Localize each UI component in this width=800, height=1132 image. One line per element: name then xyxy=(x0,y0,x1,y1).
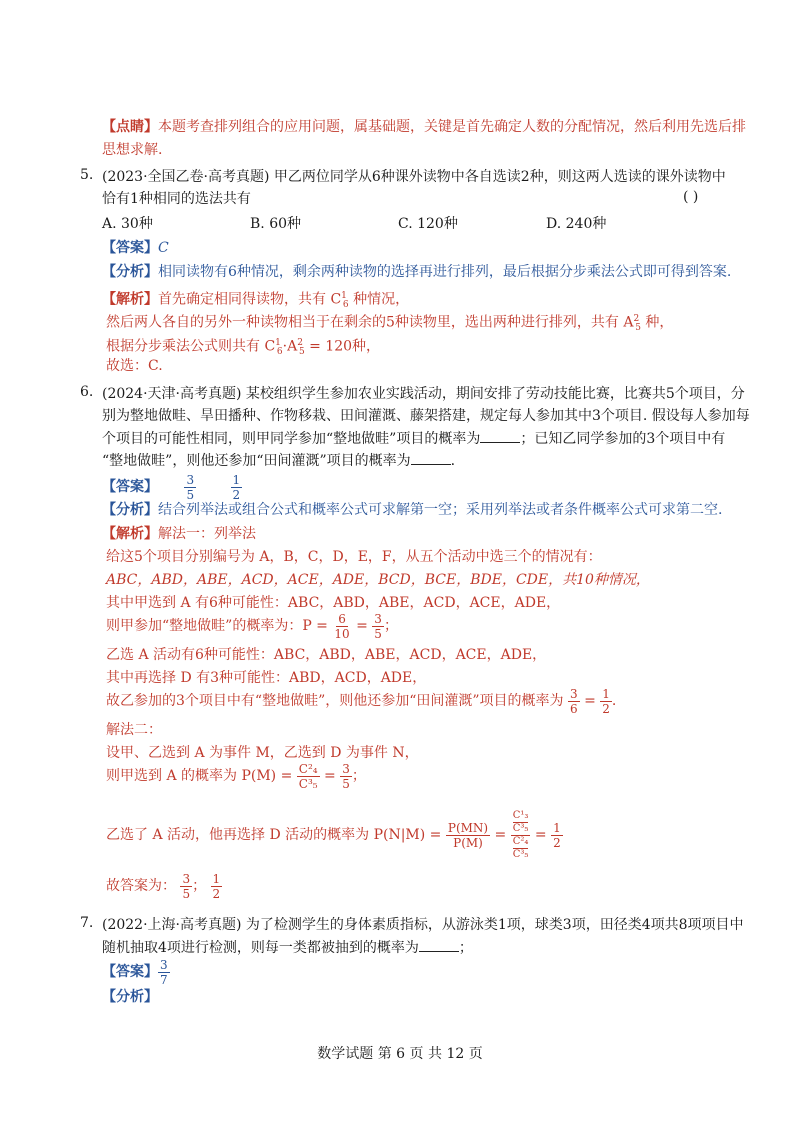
q6-answer-fraction-1 xyxy=(184,473,196,502)
q5-sol3-b: ·A xyxy=(282,338,298,355)
q5-sol3-sub1: 6 xyxy=(276,347,283,358)
sub-den: C³₅ xyxy=(512,848,529,860)
q5-sol3-end: = 120种， xyxy=(304,338,381,355)
q6-line-l7: 故乙参加的3个项目中有“整地做畦”，则他还参加“田间灌溉”项目的概率为 $\frac{3}{6}$ = $\frac{1}{2}$ . xyxy=(106,686,617,716)
q6-l4-end: ； xyxy=(383,618,398,634)
frac-den: 6 xyxy=(570,701,578,716)
q6-line-l6: 其中再选择 D 有3种可能性：ABD，ACD，ADE， xyxy=(106,670,427,686)
q6-line-l2: ABC，ABD，ABE，ACD，ACE，ADE，BCD，BCE，BDE，CDE，共10种情况， xyxy=(106,572,650,588)
q6-l7a: 故乙参加的3个项目中有“整地做畦”，则他还参加“田间灌溉”项目的概率为 xyxy=(106,693,564,709)
q5-sol2-sub: 5 xyxy=(635,323,641,334)
frac-den: 7 xyxy=(160,972,168,987)
q5-analysis-line xyxy=(102,262,731,282)
top-note-line1 xyxy=(102,117,746,137)
q5-answer-line xyxy=(102,238,169,258)
q5-solution-line4: 故选：C. xyxy=(106,358,163,374)
dianjing-tag: 【点睛】 xyxy=(102,119,158,135)
q5-answer-value: C xyxy=(158,240,169,256)
q6-stem4a: “整地做畦”，则他还参加“田间灌溉”项目的概率为 xyxy=(102,453,411,469)
q6-line-l5: 乙选 A 活动有6种可能性：ABC，ABD，ABE，ACD，ACE，ADE， xyxy=(106,647,547,663)
frac-num: 3 xyxy=(160,957,168,972)
frac-den xyxy=(511,836,531,861)
question-5-stem-line1: (2023·全国乙卷·高考真题) 甲乙两位同学从6种课外读物中各自选读2种，则这两人选读的课外读物中 xyxy=(102,169,726,185)
frac-den: C³₅ xyxy=(298,776,318,791)
frac-num: 3 xyxy=(182,871,191,886)
q6-method2-title: 解法二： xyxy=(106,722,162,738)
q6-l7-frac2 xyxy=(600,687,612,716)
q5-sol3-sup2: 2 xyxy=(297,338,303,348)
frac-num: 3 xyxy=(374,611,382,626)
frac-den: 5 xyxy=(186,487,195,502)
q6-l4-frac2 xyxy=(372,612,384,641)
frac-den: 5 xyxy=(182,886,191,901)
question-5-answer-paren: ( ) xyxy=(683,189,699,205)
q7-analysis-line xyxy=(102,987,158,1007)
solution-tag: 【解析】 xyxy=(102,291,158,308)
choice-a: A. 30种 xyxy=(102,216,153,232)
q5-sol1-sup: 1 xyxy=(341,291,347,301)
question-6-stem-line4 xyxy=(102,450,455,471)
question-6-stem-line3 xyxy=(102,428,725,449)
question-7-stem-line1: (2022·上海·高考真题) 为了检测学生的身体素质指标，从游泳类1项，球类3项，田径类4项共8项项目中 xyxy=(102,917,744,933)
question-5-stem-line2: 恰有1种相同的选法共有 xyxy=(102,191,251,207)
q6-solution-line-method1 xyxy=(102,524,256,544)
choice-b: B. 60种 xyxy=(250,216,302,232)
q6-line-l9: 则甲选到 A 的概率为 P(M) = $\frac{\text{C²₄}}{\text{C³₅}}$ = $\frac{3}{5}$ ； xyxy=(106,761,366,791)
frac-num: 1 xyxy=(602,686,610,701)
q6-l10-frac3 xyxy=(551,821,563,850)
frac-num xyxy=(511,810,531,836)
q6-l11a: 故答案为： xyxy=(106,878,176,894)
q6-answer-line xyxy=(102,470,242,504)
answer-tag: 【答案】 xyxy=(102,964,158,980)
frac-num: P(MN) xyxy=(447,820,489,835)
q6-answer-fraction-2 xyxy=(231,473,243,502)
question-7-number: 7. xyxy=(80,915,94,931)
q6-line-l1: 给这5个项目分别编号为 A，B，C，D，E，F，从五个活动中选三个的情况有： xyxy=(106,549,602,565)
q5-sol1-end: 种情况， xyxy=(348,291,410,308)
q6-l9-frac2 xyxy=(340,762,352,791)
question-5-number: 5. xyxy=(80,167,94,183)
page-footer: 数学试题 第 6 页 共 12 页 xyxy=(317,1046,483,1062)
q6-stem3a: 个项目的可能性相同，则甲同学参加“整地做畦”项目的概率为 xyxy=(102,431,481,447)
q6-l4-frac1 xyxy=(332,612,351,641)
q6-line-l10: 乙选了 A 活动，他再选择 D 活动的概率为 P(N|M) = $\frac{P(MN)}{P(M)}$ = $\frac{\frac{\text{C¹₃}}{\text{C³₅}}}{\frac{\text{C²₄}}{\text{C³₅}}}$ = $\frac{1}{2}$ xyxy=(106,809,561,860)
q5-sol3-a: 根据分步乘法公式则共有 C xyxy=(106,338,276,355)
q5-sol3-sub2: 5 xyxy=(298,347,305,358)
question-6-stem-line1: (2024·天津·高考真题) 某校组织学生参加农业实践活动，期间安排了劳动技能比赛，比赛共5个项目，分 xyxy=(102,386,745,402)
frac-den: P(M) xyxy=(453,835,483,850)
answer-blank-2[interactable] xyxy=(411,450,451,465)
question-6-stem-line2: 别为整地做畦、旱田播种、作物移栽、田间灌溉、藤架搭建，规定每人参加其中3个项目. 假设每人参加每 xyxy=(102,408,750,424)
question-6-number: 6. xyxy=(80,384,94,400)
answer-blank-1[interactable] xyxy=(480,428,520,443)
q6-l11-frac1 xyxy=(180,872,192,901)
q5-sol1-sub: 6 xyxy=(342,300,349,311)
frac-num: 3 xyxy=(342,761,350,776)
q6-line-l3: 其中甲选到 A 有6种可能性：ABC，ABD，ABE，ACD，ACE，ADE， xyxy=(106,595,561,611)
analysis-tag: 【分析】 xyxy=(102,989,158,1005)
q6-l10-frac1 xyxy=(446,821,490,850)
q6-l10-frac2 xyxy=(511,810,531,861)
q5-sol1-text: 首先确定相同得读物，共有 C xyxy=(158,291,342,308)
frac-den: 5 xyxy=(342,776,350,791)
analysis-tag: 【分析】 xyxy=(102,502,158,518)
q7-answer-line xyxy=(102,955,170,989)
q6-l9-end: ； xyxy=(351,768,366,784)
q6-line-l8: 设甲、乙选到 A 为事件 M，乙选到 D 为事件 N， xyxy=(106,745,419,761)
frac-num: 3 xyxy=(570,686,578,701)
top-note-text: 本题考查排列组合的应用问题，属基础题，关键是首先确定人数的分配情况，然后利用先选后排 xyxy=(158,119,746,135)
q6-line-l11 xyxy=(106,868,222,904)
q7-stem2b: ； xyxy=(458,940,473,956)
q6-l7-end: . xyxy=(611,693,617,709)
analysis-tag: 【分析】 xyxy=(102,264,158,280)
q6-l11-sep: ； xyxy=(192,878,207,894)
choice-c: C. 120种 xyxy=(398,216,458,232)
q6-line-l4: 则甲参加“整地做畦”的概率为：P = $\frac{6}{10}$ = $\frac{3}{5}$ ； xyxy=(106,611,398,641)
q7-stem2a: 随机抽取4项进行检测，则每一类都被抽到的概率为 xyxy=(102,940,419,956)
sub-num: C¹₃ xyxy=(512,809,529,821)
q5-sol3-sup1: 1 xyxy=(275,338,281,348)
frac-den: 2 xyxy=(232,487,241,502)
frac-num: C²₄ xyxy=(298,761,318,776)
frac-den: 2 xyxy=(212,886,221,901)
frac-den: 10 xyxy=(334,626,350,641)
q7-answer-fraction xyxy=(158,958,170,987)
q6-l7-frac1 xyxy=(568,687,580,716)
q6-analysis-line xyxy=(102,500,722,520)
top-note-line2: 思想求解. xyxy=(102,142,163,158)
q6-stem3b: ；已知乙同学参加的3个项目中有 xyxy=(520,431,726,447)
solution-tag: 【解析】 xyxy=(102,526,158,542)
sub-den: C³₅ xyxy=(512,822,529,834)
frac-num: 6 xyxy=(338,611,346,626)
q5-sol2-end: 种， xyxy=(640,314,674,331)
frac-num: 3 xyxy=(186,472,195,487)
frac-den: 2 xyxy=(553,835,561,850)
q6-l10a: 乙选了 A 活动，他再选择 D 活动的概率为 P(N|M) = xyxy=(106,827,442,843)
q6-stem4b: . xyxy=(450,453,456,469)
choice-d: D. 240种 xyxy=(546,216,607,232)
q6-l9a: 则甲选到 A 的概率为 P(M) = xyxy=(106,768,293,784)
answer-blank-3[interactable] xyxy=(419,937,459,952)
q6-analysis-text: 结合列举法或组合公式和概率公式可求解第一空；采用列举法或者条件概率公式可求第二空. xyxy=(158,502,723,518)
q6-method1-title: 解法一：列举法 xyxy=(158,526,256,542)
q6-l4a: 则甲参加“整地做畦”的概率为：P = xyxy=(106,618,328,634)
answer-tag: 【答案】 xyxy=(102,240,158,256)
q5-sol2-text: 然后两人各自的另外一种读物相当于在剩余的5种读物里，选出两种进行排列，共有 A xyxy=(106,314,634,331)
sub-num: C²₄ xyxy=(512,835,529,847)
q6-l11-frac2 xyxy=(211,872,223,901)
frac-num: 1 xyxy=(232,472,241,487)
answer-tag: 【答案】 xyxy=(102,479,158,495)
q5-sol2-sup: 2 xyxy=(633,314,640,324)
frac-den: 5 xyxy=(374,626,382,641)
q5-analysis-text: 相同读物有6种情况，剩余两种读物的选择再进行排列，最后根据分步乘法公式即可得到答案. xyxy=(158,264,732,280)
q6-l9-frac1 xyxy=(297,762,320,791)
frac-num: 1 xyxy=(212,871,221,886)
frac-num: 1 xyxy=(553,820,561,835)
frac-den: 2 xyxy=(602,701,610,716)
